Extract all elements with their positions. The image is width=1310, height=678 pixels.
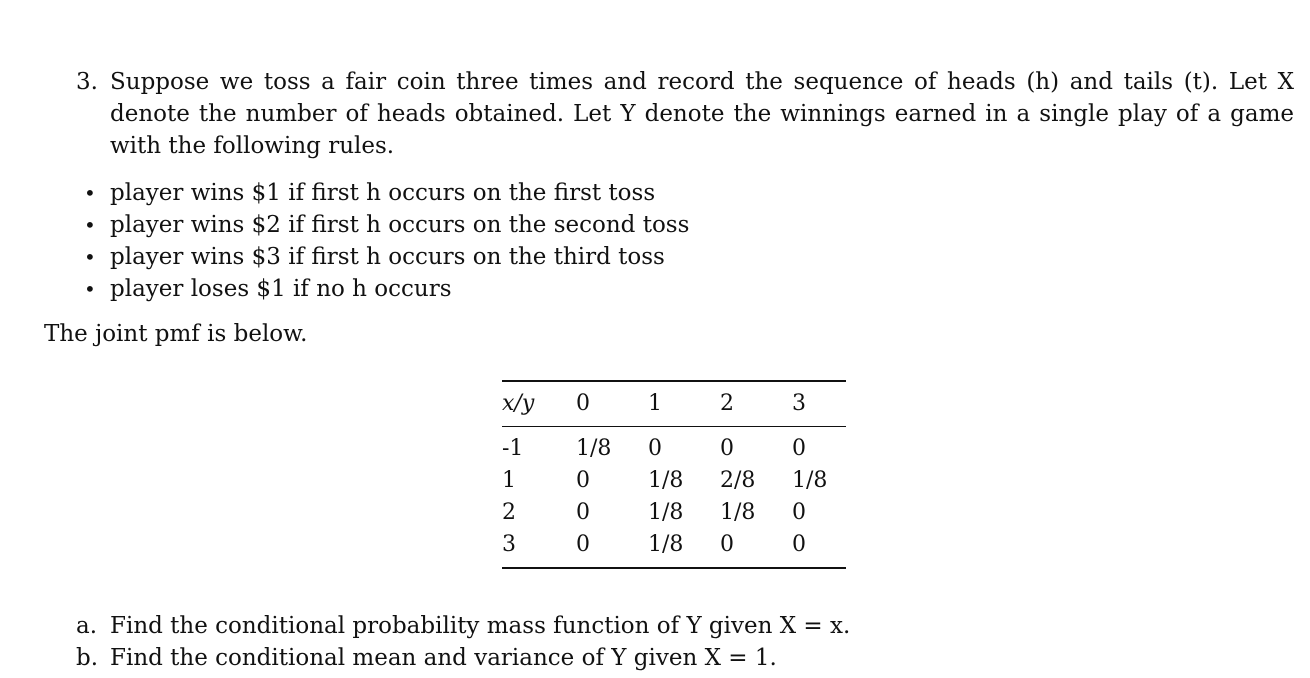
table-cell: -1 [502,436,524,461]
table-header-cell: 3 [792,391,806,416]
table-cell: 0 [720,436,734,461]
part-text: Find the conditional mean and variance of Y given X = 1. [110,645,777,671]
table-cell: 1/8 [648,500,684,525]
table-cell: 2 [502,500,516,525]
table-cell: 0 [792,436,806,461]
part-text: Find the conditional probability mass function of Y given X = x. [110,613,851,639]
table-cell: 1/8 [792,468,828,493]
part-label: b. [76,645,99,671]
table-header-cell: 0 [576,391,590,416]
table-cell: 1/8 [648,532,684,557]
table-cell: 0 [648,436,662,461]
table-row [502,529,846,568]
part-label: a. [76,613,98,639]
table-cell: 0 [792,532,806,557]
table-header-cell: x/y [502,391,535,416]
rule-item [80,273,689,305]
problem-number: 3. [76,69,98,95]
rule-item [80,209,689,241]
table-row [502,427,846,466]
table-intro: The joint pmf is below. [44,321,308,347]
rules-list [80,177,689,305]
question-parts [76,610,850,674]
bullet-icon: • [84,277,96,301]
table-row [502,465,846,497]
table-row [502,497,846,529]
table-header-row [502,381,846,427]
problem-text: Suppose we toss a fair coin three times and record the sequence of heads (h) and tails (t). Let X denote the number of heads obtained. Let Y denote the winnings earned in a single play of a game with the following rules. [110,69,1294,159]
bullet-icon: • [84,213,96,237]
problem-statement [76,66,1294,162]
joint-pmf-table [502,380,846,569]
rule-text: player loses $1 if no h occurs [110,276,452,302]
table-cell: 1/8 [576,436,612,461]
rule-text: player wins $3 if first h occurs on the third toss [110,244,665,270]
rule-text: player wins $1 if first h occurs on the first toss [110,180,656,206]
bullet-icon: • [84,245,96,269]
table-header-cell: 1 [648,391,662,416]
table-cell: 1 [502,468,516,493]
question-part [76,642,850,674]
rule-item [80,241,689,273]
table-cell: 1/8 [720,500,756,525]
table-cell: 0 [576,532,590,557]
table-cell: 1/8 [648,468,684,493]
table-cell: 3 [502,532,516,557]
table-cell: 2/8 [720,468,756,493]
question-part [76,610,850,642]
rule-text: player wins $2 if first h occurs on the second toss [110,212,690,238]
bullet-icon: • [84,181,96,205]
table-cell: 0 [792,500,806,525]
table-header-cell: 2 [720,391,734,416]
table-cell: 0 [576,468,590,493]
table-cell: 0 [576,500,590,525]
table-cell: 0 [720,532,734,557]
rule-item [80,177,689,209]
